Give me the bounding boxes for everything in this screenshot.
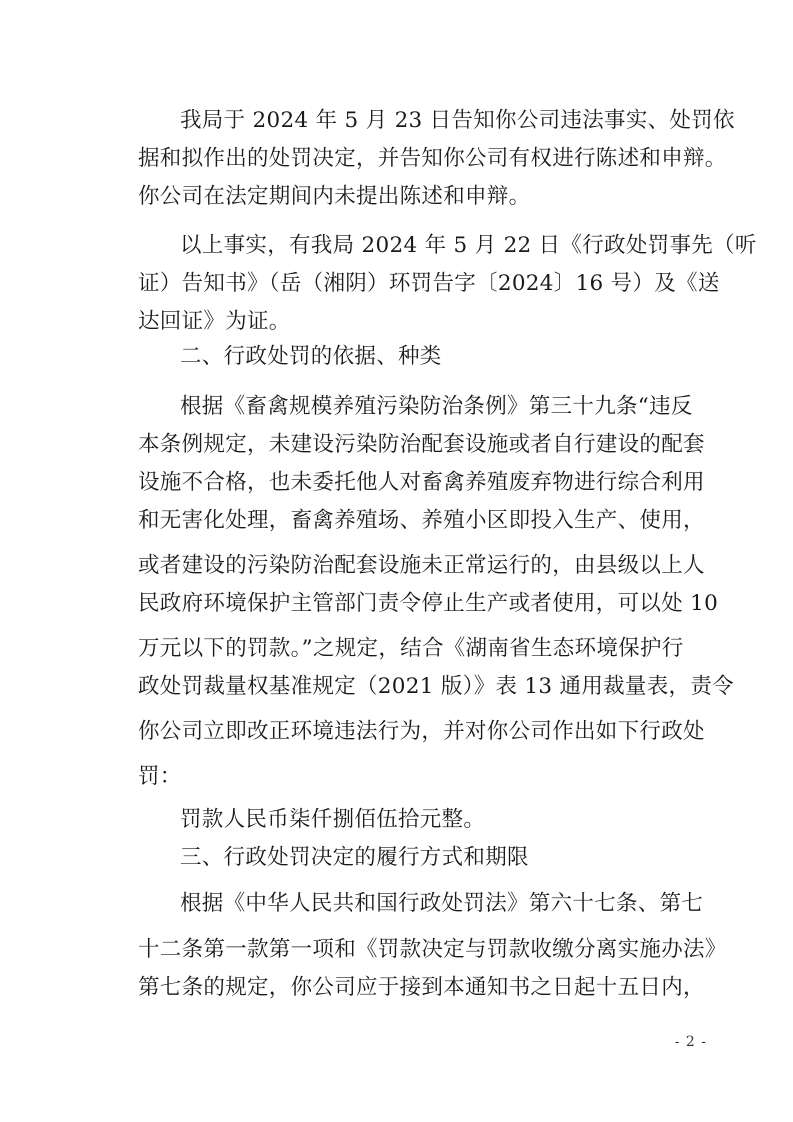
paragraph-line: 十二条第一款第一项和《罚款决定与罚款收缴分离实施办法》 xyxy=(138,937,727,962)
paragraph-line: 据和拟作出的处罚决定，并告知你公司有权进行陈述和申辩。 xyxy=(138,146,727,171)
paragraph-line: 根据《中华人民共和国行政处罚法》第六十七条、第七 xyxy=(180,891,704,916)
paragraph-line: 设施不合格，也未委托他人对畜禽养殖废弃物进行综合利用 xyxy=(138,470,705,495)
paragraph-line: 你公司立即改正环境违法行为，并对你公司作出如下行政处 xyxy=(138,719,705,744)
paragraph-line: 根据《畜禽规模养殖污染防治条例》第三十九条“违反 xyxy=(180,394,693,419)
paragraph-line: 罚： xyxy=(138,764,182,789)
paragraph-line: 证）告知书》（岳（湘阴）环罚告字〔2024〕16 号）及《送 xyxy=(138,271,720,296)
paragraph-line: 万元以下的罚款。”之规定，结合《湖南省生态环境保护行 xyxy=(138,636,684,661)
paragraph-line: 你公司在法定期间内未提出陈述和申辩。 xyxy=(138,184,531,209)
paragraph-line: 我局于 2024 年 5 月 23 日告知你公司违法事实、处罚依 xyxy=(180,108,735,133)
paragraph-line: 或者建设的污染防治配套设施未正常运行的，由县级以上人 xyxy=(138,553,705,578)
paragraph-line: 民政府环境保护主管部门责令停止生产或者使用，可以处 10 xyxy=(138,591,719,616)
paragraph-line: 和无害化处理，畜禽养殖场、养殖小区即投入生产、使用， xyxy=(138,508,705,533)
paragraph-line: 达回证》为证。 xyxy=(138,309,291,334)
paragraph-line: 以上事实，有我局 2024 年 5 月 22 日《行政处罚事先（听 xyxy=(180,233,757,258)
section-heading: 三、行政处罚决定的履行方式和期限 xyxy=(180,845,529,870)
section-heading: 二、行政处罚的依据、种类 xyxy=(180,344,442,369)
paragraph-line: 政处罚裁量权基准规定（2021 版）》表 13 通用裁量表，责令 xyxy=(138,674,734,699)
page-number: - 2 - xyxy=(674,1034,707,1050)
paragraph-line: 第七条的规定，你公司应于接到本通知书之日起十五日内， xyxy=(138,975,705,1000)
paragraph-line: 本条例规定，未建设污染防治配套设施或者自行建设的配套 xyxy=(138,432,705,457)
fine-amount: 罚款人民币柒仟捌佰伍拾元整。 xyxy=(180,807,486,832)
